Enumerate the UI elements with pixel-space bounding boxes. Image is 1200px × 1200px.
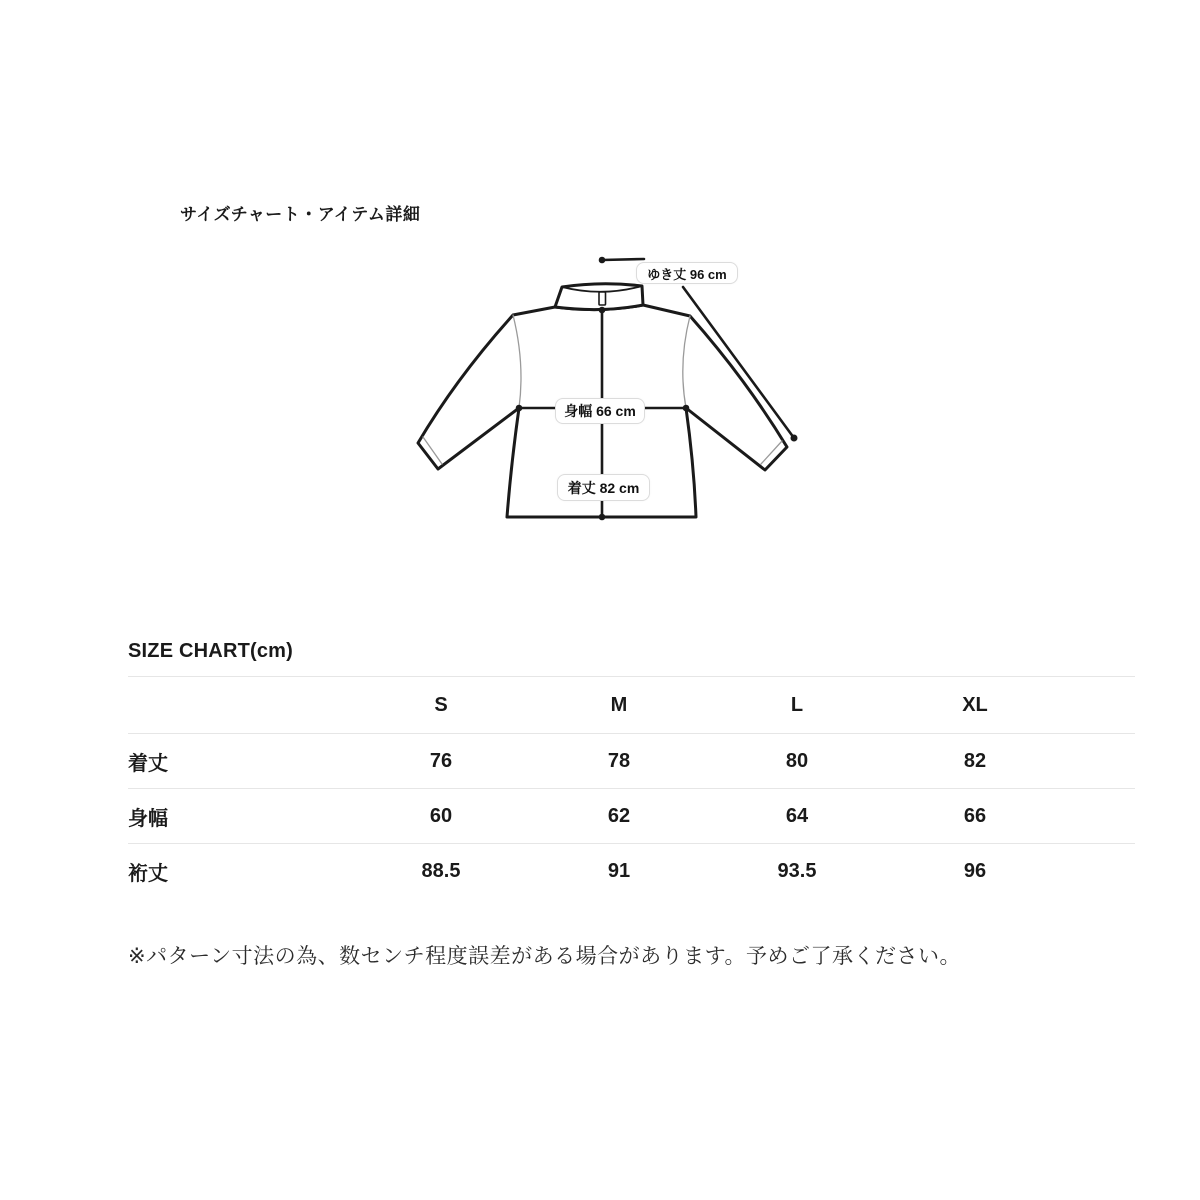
table-row: [128, 734, 1135, 789]
spacer-cell: [1064, 789, 1135, 844]
size-column-header: S: [352, 677, 530, 734]
measurement-row-header: 身幅: [128, 789, 352, 844]
measurement-row-header: 着丈: [128, 734, 352, 789]
size-value: 91: [607, 859, 631, 882]
measurement-row-header: 裄丈: [128, 862, 168, 885]
sleeve-length-label: ゆき丈 96 cm: [636, 262, 738, 284]
body-width-label: 身幅 66 cm: [555, 398, 645, 424]
table-row: [128, 844, 1135, 899]
size-value: 80: [708, 734, 886, 789]
header-row: [128, 677, 1135, 734]
body-length-label: 着丈 82 cm: [557, 474, 650, 501]
zipper-pull: [599, 292, 606, 305]
size-value: 60: [352, 789, 530, 844]
size-value: 62: [530, 789, 708, 844]
spacer-cell: [1064, 734, 1135, 789]
pattern-note: ※パターン寸法の為、数センチ程度誤差がある場合があります。予めご了承ください。: [128, 945, 961, 968]
size-column-header: M: [530, 677, 708, 734]
size-value: 96: [963, 859, 987, 882]
table-row: [128, 789, 1135, 844]
size-value: 82: [886, 734, 1064, 789]
spacer-cell: [1064, 844, 1135, 899]
size-column-header: XL: [886, 677, 1064, 734]
size-chart-title: SIZE CHART(cm): [128, 640, 294, 662]
size-value: 64: [708, 789, 886, 844]
size-column-header: L: [708, 677, 886, 734]
size-value: 93.5: [777, 859, 817, 882]
size-value: 76: [352, 734, 530, 789]
spacer-cell: [1064, 677, 1135, 734]
section-title: サイズチャート・アイテム詳細: [180, 205, 421, 224]
size-chart-table: [128, 676, 1135, 899]
jacket-collar: [555, 284, 643, 310]
corner-cell: [128, 677, 352, 734]
size-value: 66: [886, 789, 1064, 844]
size-value: 78: [530, 734, 708, 789]
size-value: 88.5: [421, 859, 461, 882]
